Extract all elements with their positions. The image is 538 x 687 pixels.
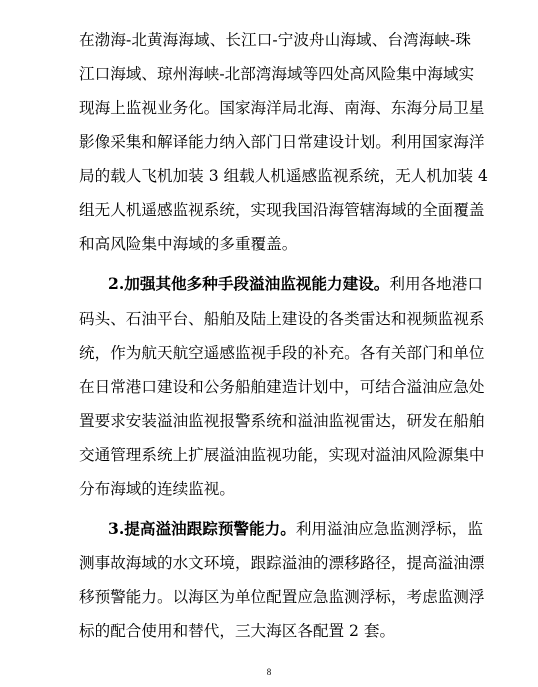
page-number: 8: [266, 667, 272, 677]
paragraph-3-line-4: 标的配合使用和替代，三大海区各配置 2 套。: [79, 622, 396, 640]
paragraph-1-line-1: 在渤海-北黄海海域、长江口-宁波舟山海域、台湾海峡-珠: [79, 31, 471, 49]
paragraph-2-line-6: 交通管理系统上扩展溢油监视功能，实现对溢油风险源集中: [79, 446, 485, 464]
paragraph-2-line-4: 在日常港口建设和公务船舶建造计划中，可结合溢油应急处: [79, 378, 485, 396]
paragraph-1-line-4: 影像采集和解译能力纳入部门日常建设计划。利用国家海洋: [79, 133, 485, 151]
paragraph-2-line-3: 统，作为航天航空遥感监视手段的补充。各有关部门和单位: [79, 344, 485, 362]
paragraph-2-first-line: [108, 274, 483, 294]
paragraph-3-heading: 3.提高溢油跟踪预警能力。: [108, 519, 296, 538]
paragraph-2-heading: 2.加强其他多种手段溢油监视能力建设。: [108, 274, 390, 293]
paragraph-1-line-5: 局的载人飞机加装 3 组载人机遥感监视系统，无人机加装 4: [79, 167, 488, 185]
paragraph-1-line-3: 现海上监视业务化。国家海洋局北海、南海、东海分局卫星: [79, 99, 485, 117]
paragraph-2-first-line-text: 利用各地港口: [389, 275, 483, 293]
paragraph-3-line-3: 移预警能力。以海区为单位配置应急监测浮标，考虑监测浮: [79, 588, 485, 606]
paragraph-1-line-7: 和高风险集中海域的多重覆盖。: [79, 235, 298, 253]
paragraph-2-line-7: 分布海域的连续监视。: [79, 480, 235, 498]
paragraph-1-line-6: 组无人机遥感监视系统，实现我国沿海管辖海域的全面覆盖: [79, 201, 485, 219]
paragraph-3-line-2: 测事故海域的水文环境，跟踪溢油的漂移路径，提高溢油漂: [79, 554, 485, 572]
paragraph-3-first-line: [108, 519, 483, 539]
paragraph-3-first-line-text: 利用溢油应急监测浮标，监: [295, 520, 483, 538]
paragraph-1-line-2: 江口海域、琼州海峡-北部湾海域等四处高风险集中海域实: [79, 65, 475, 83]
paragraph-2-line-2: 码头、石油平台、船舶及陆上建设的各类雷达和视频监视系: [79, 310, 485, 328]
paragraph-2-line-5: 置要求安装溢油监视报警系统和溢油监视雷达，研发在船舶: [79, 412, 485, 430]
